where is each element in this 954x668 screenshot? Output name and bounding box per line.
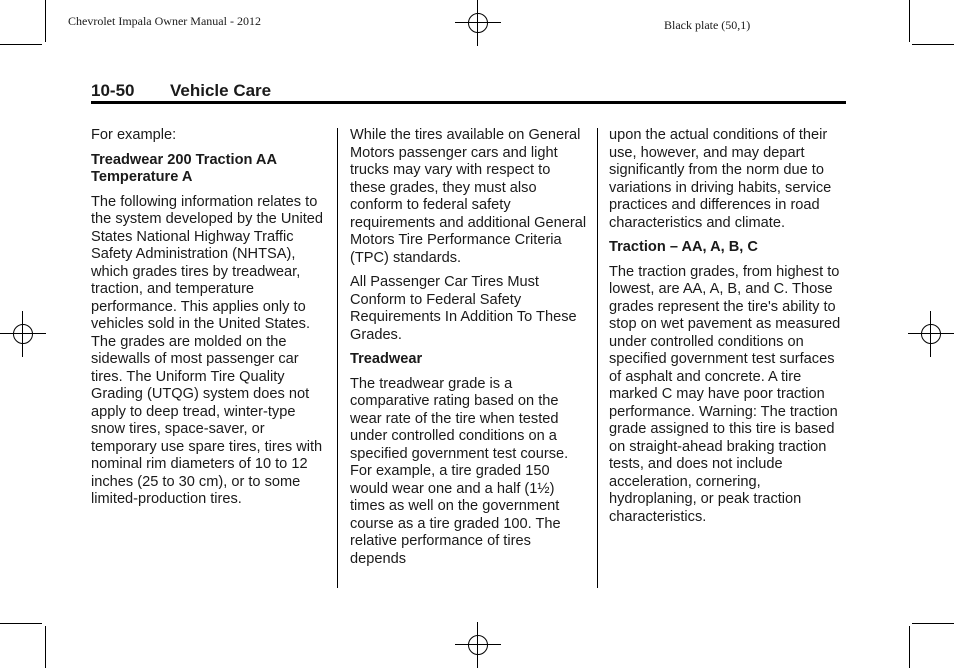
column-divider [337, 128, 338, 588]
crop-mark [0, 623, 42, 624]
heading: Traction – AA, A, B, C [609, 239, 758, 255]
manual-title: Chevrolet Impala Owner Manual - 2012 [68, 14, 261, 28]
paragraph: For example: [91, 127, 177, 143]
page-number: 10-50 [91, 81, 135, 100]
heading: Treadwear [350, 351, 423, 367]
paragraph: All Passenger Car Tires Must Conform to Federal Safety Requirements In Addition To These Grades. [350, 274, 577, 343]
crop-mark [909, 626, 910, 668]
registration-mark-icon [908, 311, 954, 357]
text-column-1 [91, 127, 331, 516]
registration-mark-icon [455, 622, 501, 668]
column-divider [597, 128, 598, 588]
section-title: Vehicle Care [170, 81, 272, 100]
paragraph: The traction grades, from highest to lowest, are AA, A, B, and C. Those grades represent the tire's ability to stop on wet pavement as measured under controlled conditions on specified government test surfaces of asphalt and concrete. A tire marked C may have poor traction performance. Warning: The traction grade assigned to this tire is based on straight-ahead braking traction tests, and does not include acceleration, cornering, hydroplaning, or peak traction characteristics. [609, 263, 841, 525]
header-rule [91, 101, 846, 104]
paragraph: The treadwear grade is a comparative rating based on the wear rate of the tire when tested under controlled conditions on a specified government test course. For example, a tire graded 150 would wear one and a half (1½) times as well on the government course as a tire graded 100. The relative performance of tires depends [350, 375, 569, 567]
crop-mark [912, 44, 954, 45]
heading: Treadwear 200 Traction AA Temperature A [91, 151, 277, 185]
registration-mark-icon [0, 311, 46, 357]
plate-label: Black plate (50,1) [664, 18, 751, 32]
crop-mark [0, 44, 42, 45]
paragraph: While the tires available on General Motors passenger cars and light trucks may vary with respect to these grades, they must also conform to federal safety requirements and additional General Motors Tire Performance Criteria (TPC) standards. [350, 127, 587, 266]
crop-mark [909, 0, 910, 42]
crop-mark [912, 623, 954, 624]
crop-mark [45, 0, 46, 42]
registration-mark-icon [455, 0, 501, 46]
text-column-3 [609, 127, 849, 533]
text-column-2 [350, 127, 590, 575]
paragraph: upon the actual conditions of their use, however, and may depart significantly from the norm due to variations in driving habits, service practices and differences in road characteristics and climate. [609, 127, 832, 231]
paragraph: The following information relates to the system developed by the United States National Highway Traffic Safety Administration (NHTSA), which grades tires by treadwear, traction, and temperature performance. This applies only to vehicles sold in the United States. The grades are molded on the sidewalls of most passenger car tires. The Uniform Tire Quality Grading (UTQG) system does not apply to deep tread, winter-type snow tires, space-saver, or temporary use spare tires, tires with nominal rim diameters of 10 to 12 inches (25 to 30 cm), or to some limited-production tires. [91, 193, 324, 507]
crop-mark [45, 626, 46, 668]
